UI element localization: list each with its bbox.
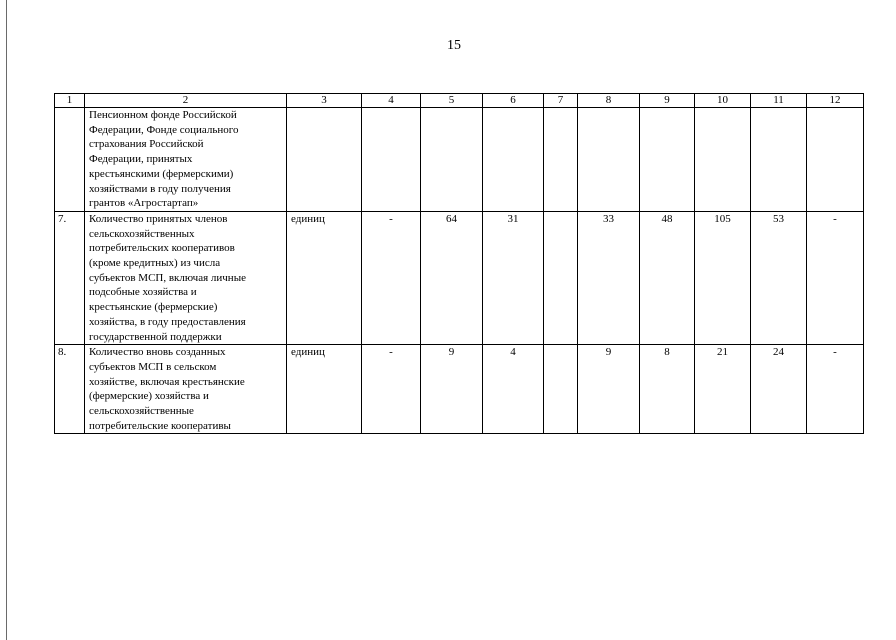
column-header-row <box>55 94 864 108</box>
indicator-name-line: хозяйстве, включая крестьянские <box>89 375 245 388</box>
indicator-name <box>85 211 287 344</box>
value-cell: - <box>807 211 864 344</box>
indicator-name-line: государственной поддержки <box>89 330 222 343</box>
column-header: 1 <box>55 94 85 108</box>
value-cell: 9 <box>578 345 640 434</box>
unit-cell: единиц <box>287 211 362 344</box>
indicator-name-line: страхования Российской <box>89 138 204 151</box>
indicator-name-line: крестьянские (фермерские) <box>89 301 218 314</box>
indicator-name-line: Федерации, Фонде социального <box>89 123 239 136</box>
value-cell: 53 <box>751 211 807 344</box>
value-cell <box>640 108 695 212</box>
value-cell: 8 <box>640 345 695 434</box>
value-cell <box>751 108 807 212</box>
value-cell: 4 <box>483 345 544 434</box>
value-cell: 21 <box>695 345 751 434</box>
indicator-name-line: хозяйствами в году получения <box>89 182 231 195</box>
value-cell <box>578 108 640 212</box>
value-cell: 9 <box>421 345 483 434</box>
value-cell: 48 <box>640 211 695 344</box>
indicator-name-line: (кроме кредитных) из числа <box>89 257 221 270</box>
column-header: 10 <box>695 94 751 108</box>
page-number: 15 <box>447 38 461 53</box>
table-row <box>55 345 864 434</box>
column-header: 5 <box>421 94 483 108</box>
row-number: 7. <box>55 211 85 344</box>
column-header: 2 <box>85 94 287 108</box>
row-number <box>55 108 85 212</box>
indicator-name <box>85 345 287 434</box>
column-header: 7 <box>544 94 578 108</box>
column-header: 3 <box>287 94 362 108</box>
indicator-name-line: субъектов МСП, включая личные <box>89 271 246 284</box>
column-header: 6 <box>483 94 544 108</box>
indicators-table <box>54 93 864 434</box>
indicator-name-line: сельскохозяйственные <box>89 405 194 418</box>
indicator-name <box>85 108 287 212</box>
unit-cell: единиц <box>287 345 362 434</box>
table-row <box>55 211 864 344</box>
indicator-name-line: грантов «Агростартап» <box>89 197 199 210</box>
indicator-name-line: крестьянскими (фермерскими) <box>89 167 234 180</box>
value-cell: - <box>807 345 864 434</box>
indicator-name-line: (фермерские) хозяйства и <box>89 390 209 403</box>
indicator-name-line: субъектов МСП в сельском <box>89 360 217 373</box>
value-cell <box>362 108 421 212</box>
indicator-name-line: потребительские кооперативы <box>89 419 231 432</box>
value-cell <box>544 345 578 434</box>
value-cell: 105 <box>695 211 751 344</box>
value-cell <box>807 108 864 212</box>
value-cell: 33 <box>578 211 640 344</box>
value-cell <box>421 108 483 212</box>
value-cell: 24 <box>751 345 807 434</box>
value-cell <box>544 108 578 212</box>
value-cell <box>483 108 544 212</box>
column-header: 12 <box>807 94 864 108</box>
indicator-name-line: Пенсионном фонде Российской <box>89 109 237 121</box>
value-cell <box>695 108 751 212</box>
column-header: 9 <box>640 94 695 108</box>
indicator-name-line: сельскохозяйственных <box>89 227 195 240</box>
indicator-name-line: Федерации, принятых <box>89 153 193 166</box>
column-header: 4 <box>362 94 421 108</box>
value-cell: - <box>362 345 421 434</box>
value-cell: 64 <box>421 211 483 344</box>
value-cell <box>544 211 578 344</box>
indicator-name-line: Количество принятых членов <box>89 212 228 225</box>
indicator-name-line: потребительских кооперативов <box>89 242 235 255</box>
value-cell: - <box>362 211 421 344</box>
row-number: 8. <box>55 345 85 434</box>
unit-cell <box>287 108 362 212</box>
indicator-name-line: подсобные хозяйства и <box>89 286 197 299</box>
indicator-name-line: хозяйства, в году предоставления <box>89 315 246 328</box>
scan-margin-line <box>6 0 7 640</box>
column-header: 8 <box>578 94 640 108</box>
indicator-name-line: Количество вновь созданных <box>89 346 226 359</box>
table-row <box>55 108 864 212</box>
column-header: 11 <box>751 94 807 108</box>
value-cell: 31 <box>483 211 544 344</box>
